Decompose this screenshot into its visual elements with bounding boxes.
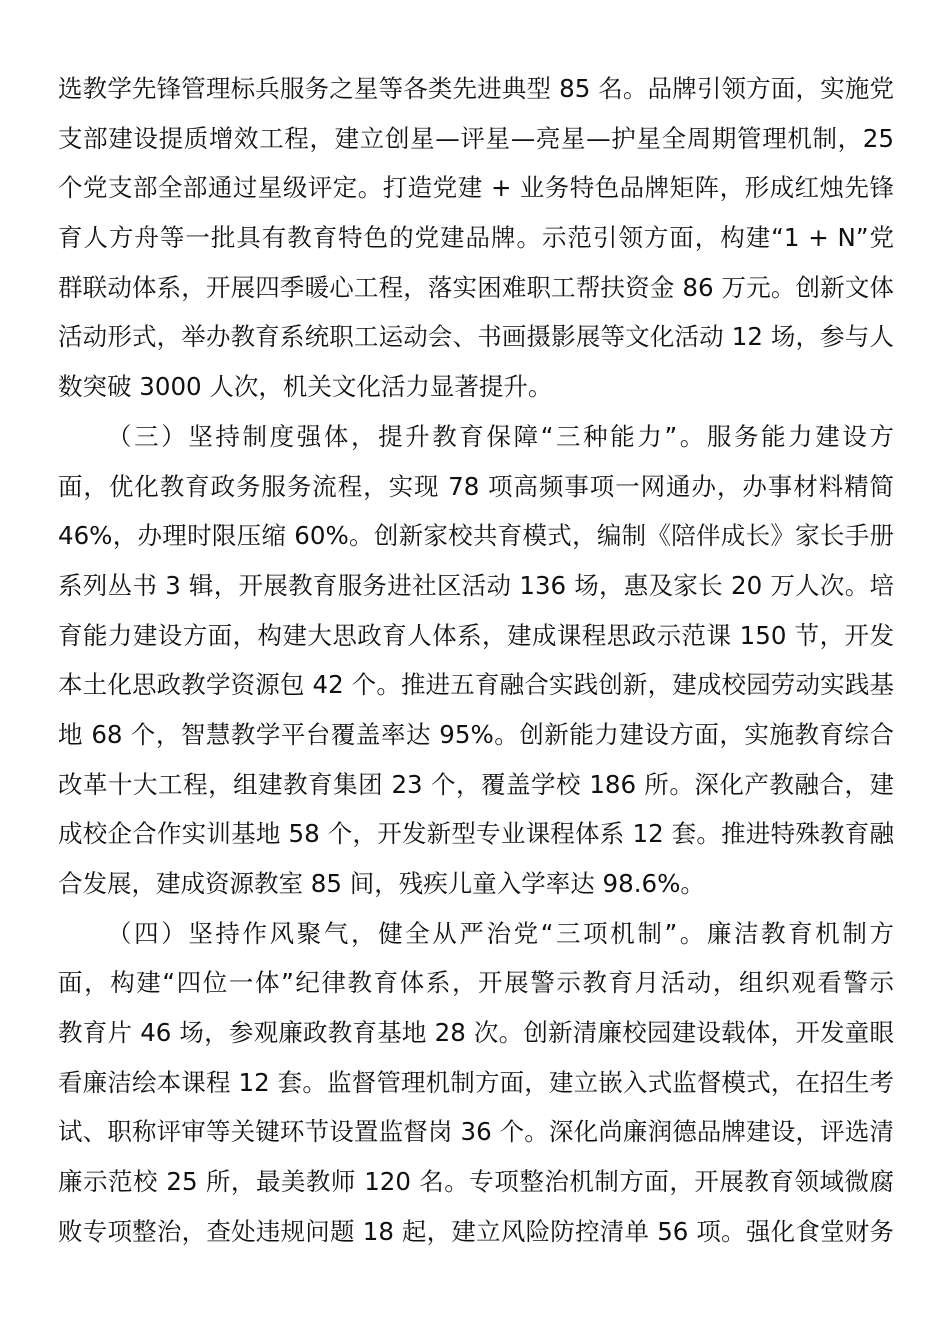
section-heading-line: （三）坚持制度强体，提升教育保障“三种能力”。服务能力建设方 (107, 421, 894, 451)
document-body (58, 64, 894, 1257)
text-line: 败专项整治，查处违规问题 18 起，建立风险防控清单 56 项。强化食堂财务 (58, 1216, 894, 1246)
text-line: 教育片 46 场，参观廉政教育基地 28 次。创新清廉校园建设载体，开发童眼 (58, 1018, 894, 1048)
text-line: 本土化思政教学资源包 42 个。推进五育融合实践创新，建成校园劳动实践基 (58, 670, 894, 700)
text-line: 试、职称评审等关键环节设置监督岗 36 个。深化尚廉润德品牌建设，评选清 (58, 1117, 894, 1147)
text-line: 46%，办理时限压缩 60%。创新家校共育模式，编制《陪伴成长》家长手册 (58, 521, 894, 551)
text-line: 个党支部全部通过星级评定。打造党建 + 业务特色品牌矩阵，形成红烛先锋 (58, 173, 894, 203)
text-line: 选教学先锋管理标兵服务之星等各类先进典型 85 名。品牌引领方面，实施党 (58, 74, 894, 103)
text-line: 面，构建“四位一体”纪律教育体系，开展警示教育月活动，组织观看警示 (58, 968, 894, 998)
text-line: 群联动体系，开展四季暖心工程，落实困难职工帮扶资金 86 万元。创新文体 (58, 272, 894, 302)
section-heading-line: （四）坚持作风聚气，健全从严治党“三项机制”。廉洁教育机制方 (107, 918, 894, 948)
text-line: 育能力建设方面，构建大思政育人体系，建成课程思政示范课 150 节，开发 (58, 620, 894, 650)
paragraph-2 (58, 412, 894, 909)
text-line: 地 68 个，智慧教学平台覆盖率达 95%。创新能力建设方面，实施教育综合 (58, 719, 894, 749)
text-line: 活动形式，举办教育系统职工运动会、书画摄影展等文化活动 12 场，参与人 (58, 322, 894, 352)
text-line: 合发展，建成资源教室 85 间，残疾儿童入学率达 98.6%。 (58, 869, 705, 898)
text-line: 面，优化教育政务服务流程，实现 78 项高频事项一网通办，办事材料精简 (58, 471, 894, 501)
text-line: 改革十大工程，组建教育集团 23 个，覆盖学校 186 所。深化产教融合，建 (58, 769, 894, 799)
text-line: 数突破 3000 人次，机关文化活力显著提升。 (58, 372, 553, 402)
text-line: 支部建设提质增效工程，建立创星—评星—亮星—护星全周期管理机制，25 (58, 123, 894, 153)
text-line: 廉示范校 25 所，最美教师 120 名。专项整治机制方面，开展教育领域微腐 (58, 1167, 894, 1197)
text-line: 系列丛书 3 辑，开展教育服务进社区活动 136 场，惠及家长 20 万人次。培 (58, 570, 894, 600)
text-line: 育人方舟等一批具有教育特色的党建品牌。示范引领方面，构建“1 + N”党 (58, 223, 894, 253)
text-line: 看廉洁绘本课程 12 套。监督管理机制方面，建立嵌入式监督模式，在招生考 (58, 1067, 894, 1097)
paragraph-1 (58, 64, 894, 412)
paragraph-3 (58, 909, 894, 1257)
text-line: 成校企合作实训基地 58 个，开发新型专业课程体系 12 套。推进特殊教育融 (58, 819, 894, 849)
